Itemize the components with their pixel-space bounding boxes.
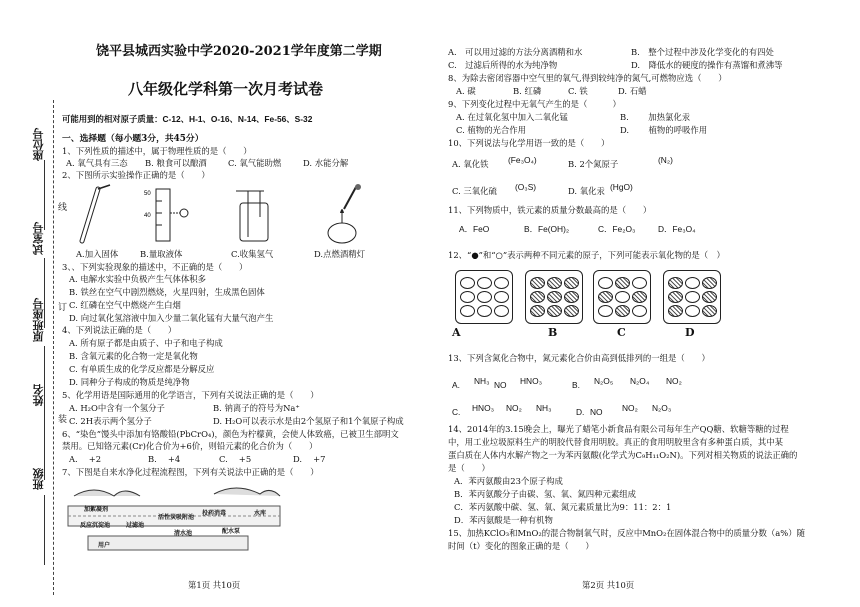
- q9-option-a: A. 在过氧化氢中加入二氧化锰: [456, 112, 568, 122]
- q9-option-b: B. 加热氯化汞: [620, 112, 691, 122]
- q10-formula-b: (N₂): [658, 155, 673, 165]
- q11-option-a: A．FeO: [459, 224, 490, 234]
- binding-mark-bind: 装: [58, 415, 68, 425]
- q13-option-a-label: A.: [452, 380, 460, 390]
- q6-stem-line2: 禁用。已知铬元素(Cr)化合价为+6价，则铅元素的化合价为（ ）: [62, 441, 318, 451]
- q6-option-d: D. +7: [293, 454, 326, 464]
- q7-option-b: B. 整个过程中涉及化学变化的有四处: [631, 47, 774, 57]
- gas-jar-icon: [236, 191, 268, 241]
- q6-option-c: C. +5: [219, 454, 252, 464]
- q13-b-1: N₂O₅: [594, 376, 614, 386]
- flow-label-user: 用户: [98, 542, 111, 549]
- q1-option-d: D. 水能分解: [303, 158, 349, 168]
- q9-option-d: D. 植物的呼吸作用: [620, 125, 708, 135]
- q12-box-b: [525, 270, 583, 324]
- q11-option-c: C．Fe₂O₃: [598, 224, 636, 234]
- q8-option-d: D. 石蜡: [618, 86, 647, 96]
- q7-stem: 7、下图是自来水净化过程流程图，下列有关说法中正确的是（ ）: [62, 467, 319, 477]
- q13-c-2: NO₂: [506, 403, 522, 413]
- q13-a-1: NH₃: [474, 376, 490, 386]
- q14-stem-line2: 中，用工业垃圾原料生产的明胶代替食用明胶。真正的食用明胶里含有多种蛋白质，其中某: [448, 437, 783, 447]
- q7-option-a: A. 可以用过滤的方法分离酒精和水: [448, 47, 583, 57]
- q12-box-a: [455, 270, 513, 324]
- q14-stem-line3: 蛋白质在人体内水解产物之一为苯丙氨酸(化学式为C₉H₁₁O₂N)。下列对相关物质的说法正确的: [448, 450, 798, 460]
- q2-option-b: B.量取液体: [140, 249, 183, 259]
- q4-option-a: A. 所有原子都是由质子、中子和电子构成: [69, 338, 223, 348]
- q4-option-d: D. 同种分子构成的物质是纯净物: [69, 377, 190, 387]
- q4-option-c: C. 有单质生成的化学反应都是分解反应: [69, 364, 215, 374]
- seat-number-label: 座位号: [32, 128, 45, 161]
- q12-label-c: C: [617, 326, 626, 339]
- flow-label-clear-water: 清水池: [174, 530, 193, 537]
- q3-option-a: A. 电解水实验中负极产生气体体积多: [69, 274, 206, 284]
- q13-c-3: NH₃: [536, 403, 552, 413]
- exam-title: 八年级化学科第一次月考试卷: [128, 80, 324, 98]
- q8-option-c: C. 铁: [568, 86, 588, 96]
- q14-stem-line4: 是（ ）: [448, 463, 490, 473]
- q6-stem-line1: 6、“染色”馒头中添加有铬酸铅(PbCrO₄)，颜色为柠檬黄，会使人体致癌，已被卫生部明文: [62, 429, 399, 439]
- flow-label-flocculant: 加絮凝剂: [84, 506, 109, 513]
- q13-option-b-label: B.: [572, 380, 580, 390]
- q2-lab-pictures: [64, 183, 394, 245]
- flow-label-sedimentation: 反应沉淀池: [80, 522, 111, 529]
- q11-option-d: D．Fe₃O₄: [658, 224, 696, 234]
- q5-option-d: D. H₂O可以表示水是由2个氢原子和1个氧原子构成: [213, 416, 404, 426]
- q7-option-c: C. 过滤后所得的水为纯净物: [448, 60, 558, 70]
- class-label: 班级: [32, 468, 45, 490]
- q2-stem: 2、下图所示实验操作正确的是（ ）: [62, 170, 210, 180]
- q14-stem-line1: 14、2014年的3.15晚会上，曝光了蜡笔小新食品有限公司每年生产QQ糖、软糖等糖的过程: [448, 424, 789, 434]
- q12-label-a: A: [452, 326, 461, 339]
- q9-stem: 9、下列变化过程中无氧气产生的是（ ）: [448, 99, 621, 109]
- q5-option-b: B. 钠离子的符号为Na⁺: [213, 403, 300, 413]
- q8-option-b: B. 红磷: [513, 86, 542, 96]
- q12-label-b: B: [548, 326, 558, 339]
- atomic-masses: 可能用到的相对原子质量：C-12、H-1、O-16、N-14、Fe-56、S-32: [62, 114, 313, 124]
- q13-c-1: HNO₃: [472, 403, 495, 413]
- q5-stem: 5、化学用语是国际通用的化学语言，下列有关说法正确的是（ ）: [62, 390, 319, 400]
- q1-option-b: B. 粮食可以酿酒: [145, 158, 207, 168]
- q13-d-3: N₂O₃: [652, 403, 672, 413]
- q10-formula-c: (O₃S): [515, 182, 537, 192]
- q4-stem: 4、下列说法正确的是（ ）: [62, 325, 177, 335]
- q14-option-d: D．苯丙氨酸是一种有机物: [454, 515, 553, 525]
- q15-stem-line2: 时间（t）变化的图象正确的是（ ）: [448, 541, 594, 551]
- q5-option-c: C. 2H表示两个氢分子: [69, 416, 152, 426]
- q3-stem: 3、、下列实验现象的描述中，不正确的是（ ）: [62, 262, 248, 272]
- q6-option-b: B. +4: [148, 454, 181, 464]
- q6-option-a: A. +2: [69, 454, 102, 464]
- q3-option-d: D. 向过氧化氢溶液中加入少量二氧化锰有大量气泡产生: [69, 313, 274, 323]
- q3-option-b: B. 铁丝在空气中剧烈燃烧，火星四射，生成黑色固体: [69, 287, 265, 297]
- binding-mark-line: 线: [58, 203, 68, 213]
- water-purification-diagram: [64, 482, 284, 560]
- q10-option-c: C. 三氧化硫: [452, 186, 497, 196]
- q2-option-c: C.收集氢气: [231, 249, 274, 259]
- q7-option-d: D. 降低水的硬度的操作有蒸馏和煮沸等: [631, 60, 783, 70]
- q12-box-c: [593, 270, 651, 324]
- q11-stem: 11、下列物质中，铁元素的质量分数最高的是（ ）: [448, 205, 652, 215]
- q8-option-a: A. 碳: [456, 86, 476, 96]
- q14-option-a: A．苯丙氨酸由23个原子构成: [454, 476, 563, 486]
- graduated-cylinder-icon: [144, 189, 188, 241]
- q2-option-d: D.点燃酒精灯: [314, 249, 365, 259]
- q1-stem: 1、下列性质的描述中，属于物理性质的是（ ）: [62, 146, 252, 156]
- q14-option-b: B．苯丙氨酸分子由碳、氢、氧、氮四种元素组成: [454, 489, 637, 499]
- svg-text:50: 50: [144, 191, 151, 197]
- q12-box-d: [663, 270, 721, 324]
- q13-b-3: NO₂: [666, 376, 682, 386]
- q4-option-b: B. 含氧元素的化合物一定是氧化物: [69, 351, 198, 361]
- q12-label-d: D: [685, 326, 695, 339]
- q10-formula-a: (Fe₃O₄): [508, 155, 537, 165]
- q1-option-a: A. 氧气具有三态: [66, 158, 128, 168]
- q10-option-d: D. 氧化汞: [568, 186, 605, 196]
- q9-option-c: C. 植物的光合作用: [456, 125, 527, 135]
- q13-a-2: NO: [494, 380, 507, 390]
- q15-stem-line1: 15、加热KClO₃和MnO₂的混合物制氧气时，反应中MnO₂在固体混合物中的质量分数（a%）随: [448, 528, 805, 538]
- q10-option-b: B. 2个氮原子: [568, 159, 619, 169]
- q11-option-b: B．Fe(OH)₂: [524, 224, 570, 234]
- left-page-footer: 第1页 共10页: [188, 580, 241, 590]
- q13-option-d-label: D.: [576, 407, 585, 417]
- binding-dashed-line: [53, 100, 54, 595]
- q10-option-a: A. 氧化铁: [452, 159, 489, 169]
- q10-formula-d: (HgO): [610, 182, 633, 192]
- alcohol-lamp-icon: [328, 184, 361, 243]
- name-label: 姓名: [32, 384, 45, 406]
- q3-option-c: C. 红磷在空气中燃烧产生白烟: [69, 300, 181, 310]
- class-seat-label: 原班座号: [32, 298, 45, 342]
- q10-stem: 10、下列说法与化学用语一致的是（ ）: [448, 138, 610, 148]
- q13-option-c-label: C.: [452, 407, 461, 417]
- flow-label-filter: 过滤池: [126, 522, 145, 529]
- class-blank: [44, 495, 45, 565]
- test-tube-icon: [82, 185, 110, 241]
- svg-text:40: 40: [144, 213, 151, 219]
- section-heading: 一、选择题（每小题3分，共45分）: [62, 134, 204, 144]
- q13-a-3: HNO₃: [520, 376, 543, 386]
- flow-label-pump: 配水泵: [222, 528, 241, 535]
- q1-option-c: C. 氧气能助燃: [228, 158, 282, 168]
- binding-mark-order: 订: [58, 303, 68, 313]
- right-page-footer: 第2页 共10页: [582, 580, 635, 590]
- q12-stem: 12、“●”和“○”表示两种不同元素的原子，下列可能表示氧化物的是（ ）: [448, 250, 725, 260]
- q13-stem: 13、下列含氮化合物中，氮元素化合价由高到低排列的一组是（ ）: [448, 353, 710, 363]
- q5-option-a: A. H₂O中含有一个氢分子: [69, 403, 165, 413]
- q8-stem: 8、为除去密闭容器中空气里的氧气,得到较纯净的氮气,可燃物应选（ ）: [448, 73, 727, 83]
- q14-option-c: C．苯丙氨酸中碳、氢、氧、氮元素质量比为9：11：2：1: [454, 502, 672, 512]
- flow-label-disinfection: 投药消毒: [202, 510, 227, 517]
- q2-option-a: A.加入固体: [76, 249, 119, 259]
- q13-d-1: NO: [590, 407, 603, 417]
- flow-label-carbon: 活性炭吸附池: [158, 514, 195, 521]
- seat-number-blank: [44, 160, 45, 230]
- room-number-label: 试室号: [32, 222, 45, 255]
- school-title: 饶平县城西实验中学2020-2021学年度第二学期: [96, 44, 382, 59]
- flow-label-reservoir: 水库: [254, 510, 267, 517]
- q13-d-2: NO₂: [622, 403, 638, 413]
- q13-b-2: N₂O₄: [630, 376, 650, 386]
